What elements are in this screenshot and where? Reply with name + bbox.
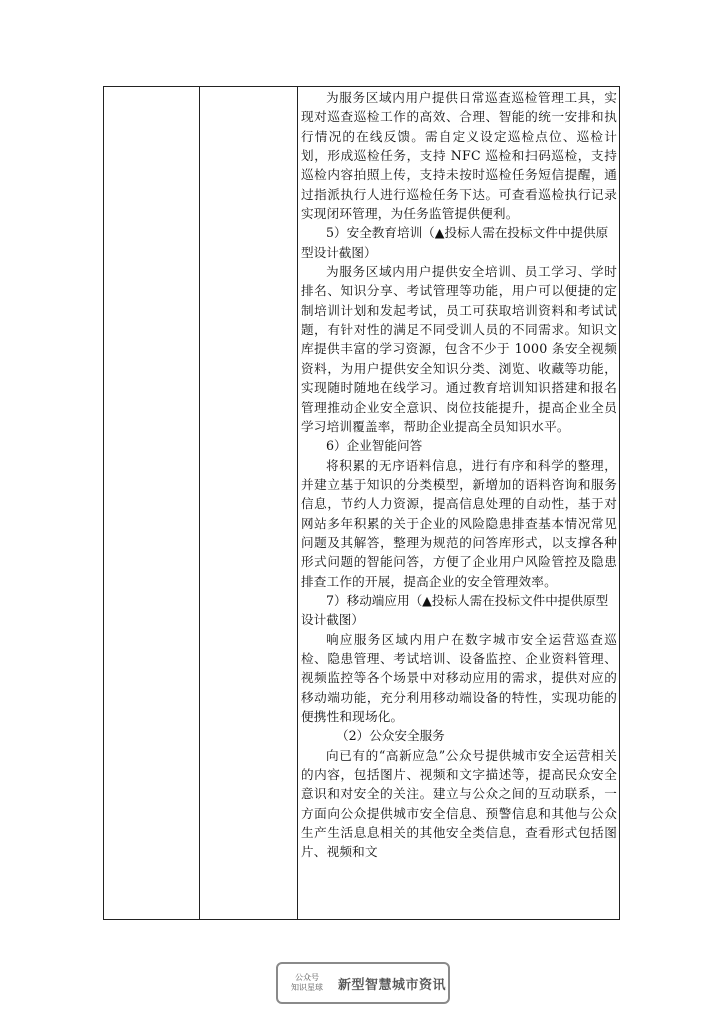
content-cell (301, 88, 617, 862)
heading-safety-training: 5）安全教育培训（▲投标人需在投标文件中提供原型设计截图） (301, 225, 609, 260)
column-divider-2 (297, 87, 298, 919)
heading-mobile-app: 7）移动端应用（▲投标人需在投标文件中提供原型设计截图） (301, 592, 609, 628)
paragraph-public-safety: 向已有的“高新应急”公众号提供城市安全运营相关的内容，包括图片、视频和文字描述等，提高民众安全意识和对安全的关注。建立与公众之间的互动联系，一方面向公众提供城市安全信息、预警信息和其他与公众生产生活息息相关的其他安全类信息，查看形式包括图片、视频和文 (301, 747, 617, 860)
paragraph-safety-training: 为服务区域内用户提供安全培训、员工学习、学时排名、知识分享、考试管理等功能，用户可以便捷的定制培训计划和发起考试，员工可获取培训资料和考试试题，有针对性的满足不同受训人员的不同需求。知识文库提供丰富的学习资源，包含不少于 1000 条安全视频资料，为用户提供安全知识分类、浏览、收藏等功能，实现随时随地在线学习。通过教育培训知识搭建和报名管理推动企业安全意识、岗位技能提升，提高企业全员学习培训覆盖率，帮助企业提高全员知识水平。 (301, 264, 617, 434)
column-divider-1 (199, 87, 200, 919)
paragraph-mobile-app: 响应服务区域内用户在数字城市安全运营巡查巡检、隐患管理、考试培训、设备监控、企业资料管理、视频监控等各个场景中对移动应用的需求，提供对应的移动端功能，充分利用移动端设备的特性，实现功能的便携性和现场化。 (301, 631, 617, 724)
heading-smart-qa: 6）企业智能问答 (326, 438, 423, 454)
document-table (103, 86, 620, 920)
watermark-small-line1: 公众号 (295, 973, 319, 982)
paragraph-inspection: 为服务区域内用户提供日常巡查巡检管理工具，实现对巡查巡检工作的高效、合理、智能的统一安排和执行情况的在线反馈。需自定义设定巡检点位、巡检计划，形成巡检任务，支持 NFC 巡检和扫码巡检，支持巡检内容拍照上传，支持未按时巡检任务短信提醒，通过指派执行人进行巡检任务下达。可查看巡检执行记录实现闭环管理，为任务监管提供便利。 (301, 90, 617, 222)
watermark-badge (276, 962, 450, 1004)
watermark-small-line2: 知识星球 (291, 983, 323, 992)
watermark-main-label: 新型智慧城市资讯 (338, 977, 447, 993)
paragraph-smart-qa: 将积累的无序语料信息，进行有序和科学的整理，并建立基于知识的分类模型，新增加的语料咨询和服务信息，节约人力资源，提高信息处理的自动性，基于对网站多年积累的关于企业的风险隐患排查基本情况常见问题及其解答，整理为规范的问答库形式，以支撑各种形式问题的智能问答，方便了企业用户风险管控及隐患排查工作的开展，提高企业的安全管理效率。 (301, 457, 617, 589)
watermark-small-label (282, 973, 332, 993)
heading-public-safety: （2）公众安全服务 (336, 728, 445, 744)
